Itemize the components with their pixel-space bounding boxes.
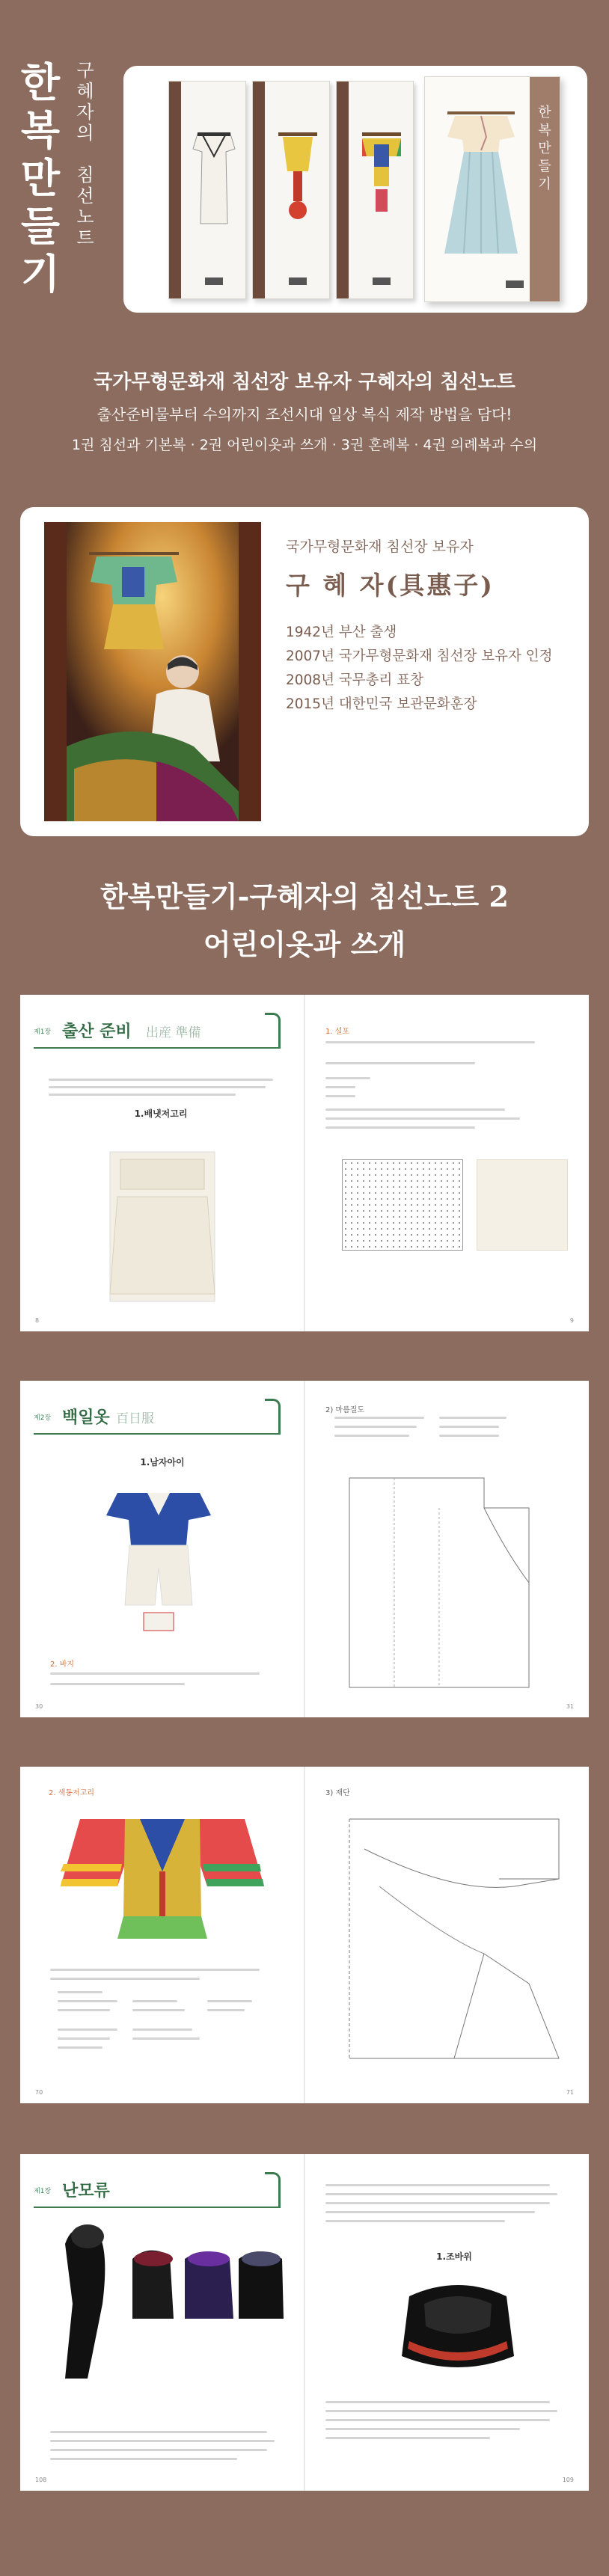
wedding-outfit-icon [359, 126, 404, 231]
boy-outfit-icon [102, 1478, 215, 1643]
tagline-volumes: 1권 침선과 기본복 · 2권 어린이옷과 쓰개 · 3권 혼례복 · 4권 의례복과 수의 [71, 437, 538, 453]
book-set-image [123, 66, 587, 313]
subtitle-char: 노 [76, 206, 94, 227]
author-role: 국가무형문화재 침선장 보유자 [286, 539, 474, 555]
subtitle-char: 트 [76, 227, 94, 248]
subtitle-char: 구 [76, 60, 94, 81]
section-subtitle: 어린이옷과 쓰개 [203, 927, 406, 961]
page-number: 31 [566, 1703, 574, 1710]
page-number: 30 [35, 1703, 43, 1710]
publisher-logo [205, 277, 223, 285]
page-spread-1 [20, 995, 589, 1331]
chapter-label: 제1장 [34, 2188, 52, 2195]
section-note: 2. 바지 [50, 1660, 75, 1669]
hanbok-dress-icon [440, 107, 522, 257]
subtitle-char: 자 [76, 102, 94, 123]
cover-title-char: 한 [538, 105, 551, 120]
book-cover-3 [336, 81, 414, 299]
book-cover-1 [168, 81, 246, 299]
hoods-icon [43, 2214, 290, 2386]
page-spread-2 [20, 1381, 589, 1717]
jacket-pattern-diagram [334, 1804, 574, 2081]
child-outfit-icon [275, 126, 320, 231]
pattern-diagram [334, 1463, 559, 1702]
tagline-main: 국가무형문화재 침선장 보유자 구혜자의 침선노트 [94, 371, 515, 393]
chapter-label: 제1장 [34, 1028, 52, 1036]
author-info [286, 536, 570, 717]
author-card [20, 507, 589, 836]
section-subheading: 1.배냇저고리 [134, 1108, 188, 1119]
bio-line: 2007년 국가무형문화재 침선장 보유자 인정 [286, 648, 553, 664]
cover-title-char: 만 [538, 141, 551, 156]
chapter-title: 백일옷 [62, 1408, 110, 1427]
title-char: 들 [20, 202, 61, 250]
publisher-logo [289, 277, 307, 285]
title-char: 복 [20, 106, 61, 154]
jobawi-hat-icon [394, 2274, 521, 2386]
page-number: 9 [569, 1317, 574, 1324]
tagline-sub: 출산준비물부터 수의까지 조선시대 일상 복식 제작 방법을 담다! [97, 405, 512, 423]
pattern-grid [342, 1159, 463, 1251]
fabric-swatch [477, 1159, 568, 1251]
chapter-hanja: 出産 準備 [146, 1025, 201, 1040]
right-page-heading: 2) 마름질도 [325, 1406, 365, 1414]
subtitle-char: 의 [76, 123, 94, 144]
page-number: 109 [562, 2477, 574, 2483]
chapter-header [34, 1399, 281, 1435]
baby-bedding-icon [102, 1144, 222, 1309]
page-number: 71 [566, 2089, 574, 2096]
section-subheading: 2. 색동저고리 [49, 1789, 95, 1797]
chapter-header [34, 2172, 281, 2208]
chapter-title: 난모류 [62, 2181, 110, 2201]
subtitle-char [73, 144, 97, 165]
author-name: 구 혜 자(具惠子) [286, 571, 495, 600]
chapter-hanja: 百日服 [116, 1411, 154, 1426]
author-bio [286, 621, 570, 717]
publisher-logo [373, 277, 391, 285]
main-title [16, 58, 64, 298]
page-number: 108 [35, 2477, 47, 2483]
book-cover-4 [424, 76, 560, 302]
publisher-logo [506, 280, 524, 288]
rainbow-jacket-icon [58, 1804, 267, 1946]
page-spread-3 [20, 1767, 589, 2103]
title-char: 기 [20, 250, 61, 298]
cover-title-char: 들 [538, 159, 551, 174]
bio-line: 2015년 대한민국 보관문화훈장 [286, 696, 477, 712]
page-number: 8 [35, 1317, 40, 1324]
section-subheading: 1.남자아이 [140, 1457, 185, 1468]
title-char: 한 [20, 58, 61, 106]
subtitle-char: 혜 [76, 81, 94, 102]
chapter-title: 출산 준비 [62, 1022, 132, 1041]
chapter-header [34, 1013, 281, 1049]
white-robe-icon [192, 126, 236, 231]
bio-line: 1942년 부산 출생 [286, 625, 397, 640]
subtitle-char: 선 [76, 185, 94, 206]
page-spread-4 [20, 2154, 589, 2491]
title-char: 만 [20, 154, 61, 202]
subtitle [73, 60, 97, 248]
subtitle-char: 침 [76, 165, 94, 185]
right-page-heading: 3) 재단 [325, 1789, 350, 1797]
book-cover-2 [252, 81, 330, 299]
cover-title-char: 기 [538, 177, 551, 192]
section-subheading: 1.조바위 [436, 2251, 472, 2262]
book-cover-title [536, 104, 554, 194]
chapter-label: 제2장 [34, 1414, 52, 1422]
section-title: 한복만들기-구혜자의 침선노트 2 [100, 880, 509, 913]
right-page-heading: 1. 설포 [325, 1028, 350, 1036]
cover-title-char: 복 [538, 123, 551, 138]
author-photo [44, 522, 261, 821]
bio-line: 2008년 국무총리 표창 [286, 672, 423, 688]
page-number: 70 [35, 2089, 43, 2096]
